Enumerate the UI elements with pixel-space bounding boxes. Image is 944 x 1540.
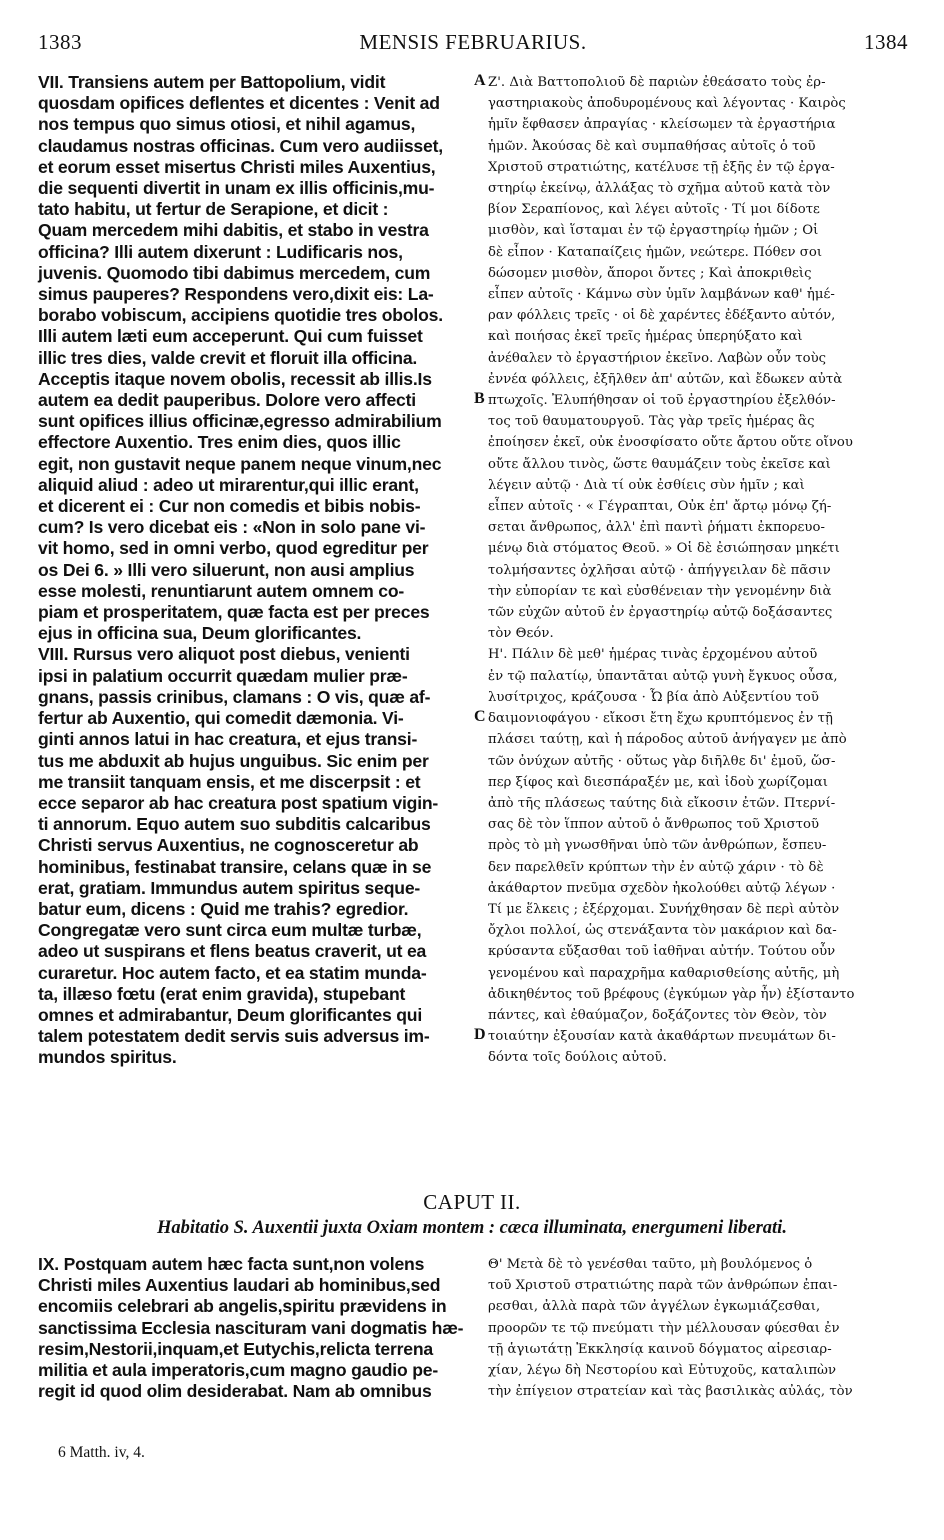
text-line: simus pauperes? Respondens vero,dixit eis: La- [38,284,434,305]
text-line: piam et prosperitatem, quæ facta est per preces [38,602,430,623]
text-line: περ ξίφος καὶ διεσπάραξέν με, καὶ ἰδοὺ χωρίζομαι [488,774,828,790]
text-line: ἀπὸ τῆς πλάσεως ταύτης διὰ εἴκοσιν ἐτῶν. Πτερνί- [488,795,836,811]
greek-column-part1 [488,72,920,1069]
text-line: resim,Nestorii,inquam,et Eutychis,relicta terrena [38,1338,434,1359]
text-line: τὴν ἐπίγειον στρατείαν καὶ τὰς βασιλικὰς αὐλάς, τὸν [488,1384,853,1400]
text-line: δαιμονιοφάγου · εἴκοσι ἔτη ἔχω κρυπτόμενος ἐν τῇ [488,711,833,727]
text-line: ἐννέα φόλλεις, ἐξῆλθεν ἀπ' αὐτῶν, καὶ ἔδωκεν αὐτὰ [488,371,843,387]
text-line: λυσίτριχος, κράζουσα · Ὦ βία ἀπὸ Αὐξεντίου τοῦ [488,689,819,705]
text-line: κρύσαντα εὔξασθαι τοῦ ἰαθῆναι αὐτήν. Τούτου οὖν [488,944,836,960]
text-line: ὄχλοι πολλοί, ὡς στενάξαντα τὸν μακάριον καὶ δα- [488,923,837,939]
text-line: Acceptis itaque novem obolis, recessit ab illis.Is [38,368,432,389]
greek-text-block [488,72,920,1069]
text-line: μένῳ διὰ στόματος Θεοῦ. » Οἱ δὲ ἐσιώπησαν μηκέτι [488,541,840,557]
latin-column-part2 [38,1254,470,1402]
text-line: προορῶν τε τῷ πνεύματι τὴν μέλλουσαν φύεσθαι ἐν [488,1320,840,1336]
text-line: et eorum esset misertus Christi miles Auxentius, [38,156,436,177]
text-line: Θ' Μετὰ δὲ τὸ γενέσθαι ταῦτο, μὴ βουλόμενος ὁ [488,1257,813,1272]
text-line: fertur ab Auxentio, qui comedit dæmonia. Vi- [38,708,404,729]
text-line: γαστηριακοὺς ἀποδυρομένους καὶ λέγοντας · Καιρὸς [488,96,846,112]
text-line: tus me abduxit ab hujus unguibus. Sic enim per [38,750,429,771]
text-line: borabo vobiscum, accipiens quotidie tres obolos. [38,305,443,326]
text-line: βίον Σεραπίονος, καὶ λέγει αὐτοῖς · Τί μοι δίδοτε [488,202,820,218]
text-line: Ζ'. Διὰ Βαττοπολιοῦ δὲ παριὼν ἐθεάσατο τοὺς ἐρ- [488,75,826,90]
text-line: ginti annos latui in hac creatura, et ejus transi- [38,729,418,750]
text-line: δὲ εἶπον · Καταπαίζεις ἡμῶν, νεώτερε. Πόθεν σοι [488,244,823,260]
text-line: δόντα τοῖς δούλοις αὐτοῦ. [488,1050,667,1066]
text-line: τοιαύτην ἐξουσίαν κατὰ ἀκαθάρτων πνευμάτων δι- [488,1029,836,1045]
text-line: autem ea dedit pauperibus. Dolore vero affecti [38,390,416,411]
text-line: et dicerent ei : Cur non comedis et bibis nobis- [38,496,421,517]
margin-marker-b: B [474,390,485,407]
text-line: πλάσει ταύτῃ, καὶ ἡ πάροδος αὐτοῦ ἀνήγαγεν με ἀπὸ [488,732,847,748]
text-line: gnans, passis crinibus, clamans : O vis, quæ af- [38,686,431,707]
text-line: δεν παρελθεῖν κρύπτων τὴν ἐν αὐτῷ χάριν · τὸ δὲ [488,859,824,875]
text-line: ta, illæso fœtu (erat enim gravida), stupebant [38,983,406,1004]
text-line: aliquid aliud : adeo ut mirarentur,qui illic erant, [38,474,419,495]
text-line: batur eum, dicens : Quid me trahis? egredior. [38,898,409,919]
text-line: Η'. Πάλιν δὲ μεθ' ἡμέρας τινὰς ἐρχομένου αὐτοῦ [488,647,818,663]
text-line: χίαν, λέγω δὴ Νεστορίου καὶ Εὐτυχοῦς, καταλιπὼν [488,1363,837,1379]
text-line: Congregatæ vero sunt circa eum multæ turbæ, [38,920,422,941]
text-line: hominibus, festinabat transire, celans quæ in se [38,856,432,877]
text-line: curaretur. Hoc autem facto, et ea statim munda- [38,962,427,983]
text-line: Illi autem læti eum acceperunt. Qui cum fuisset [38,326,423,347]
margin-marker-d: D [474,1026,486,1043]
text-line: VIII. Rursus vero aliquot post diebus, venienti [38,644,410,665]
text-line: talem potestatem dedit servis suis adversus im- [38,1026,430,1047]
text-line: vit homo, sed in omni verbo, quod egreditur per [38,538,429,559]
text-line: οὔτε ἄλλου τινὸς, ὥστε θαυμάζειν τοὺς ἐκεῖσε καὶ [488,456,831,472]
text-line: VII. Transiens autem per Battopolium, vidit [38,72,386,92]
text-line: quosdam opifices deflentes et dicentes : Venit ad [38,93,440,114]
text-line: τῶν ὀνύχων αὐτῆς · οὕτως γὰρ διῆλθε δι' ἐμοῦ, ὥσ- [488,753,836,769]
latin-text-block [38,72,470,1069]
text-line: militia et aula imperatoris,cum magno gaudio pe- [38,1360,439,1381]
text-line: Christi servus Auxentius, ne cognosceretur ab [38,835,419,856]
text-line: tato habitu, ut fertur de Serapione, et dicit : [38,199,389,220]
text-line: μισθὸν, καὶ ἵσταμαι ἐν τῷ ἐργαστηρίῳ ἡμῶν ; Οἱ [488,223,819,239]
chapter-heading: CAPUT II. [423,1190,521,1214]
footnote: 6 Matth. iv, 4. [58,1444,145,1461]
text-line: nos tempus quo simus otiosi, et nihil agamus, [38,114,416,135]
text-line: ἀνέθαλεν τὸ ἐργαστήριον ἐκεῖνο. Λαβὼν οὖν τοὺς [488,350,827,366]
text-line: ἐποίησεν ἐκεῖ, οὐκ ἐνοσφίσατο οὔτε ἄρτου οὔτε οἴνου [488,435,853,451]
text-line: τὸν Θεόν. [488,626,554,642]
text-line: τὴν εὐπορίαν τε καὶ εὐσθένειαν τὴν γενομένην διὰ [488,583,832,599]
greek-column-part2 [488,1254,920,1402]
text-line: me transiit tanquam ensis, et me discerpsit : et [38,771,421,792]
text-line: esse molesti, renuntiarunt autem omnem co- [38,580,405,601]
text-line: πτωχοῖς. Ἐλυπήθησαν οἱ τοῦ ἐργαστηρίου ἐξελθόν- [488,393,836,409]
text-line: τῇ ἁγιωτάτῃ Ἐκκλησίᾳ καινοῦ δόγματος αἱρεσιαρ- [488,1341,832,1357]
running-title: MENSIS FEBRUARIUS. [359,30,587,54]
left-page-number: 1383 [38,30,82,54]
text-line: λέγειν αὐτῷ · Διὰ τί οὐκ ἐσθίεις σὺν ἡμῖν ; καὶ [488,477,805,493]
page-header [38,30,908,58]
text-line: adeo ut suspirans et flens beatus craverit, ut ea [38,941,427,962]
text-line: εἶπεν αὐτοῖς · « Γέγραπται, Οὐκ ἐπ' ἄρτῳ μόνῳ ζή- [488,499,832,515]
text-line: sanctissima Ecclesia nascituram vani dogmatis hæ- [38,1317,464,1338]
text-line: IX. Postquam autem hæc facta sunt,non volens [38,1254,425,1274]
text-line: erat, gratiam. Immundus autem spiritus seque- [38,877,421,898]
text-line: ἐν τῷ παλατίῳ, ὑπαντᾶται αὐτῷ γυνὴ ἔγκυος οὖσα, [488,668,838,684]
text-line: ejus in officina sua, Deum glorificantes. [38,623,362,644]
text-line: δώσομεν μισθὸν, ἄποροι ὄντες ; Καὶ ἀποκριθεὶς [488,265,812,281]
text-line: Quam mercedem mihi dabitis, et stabo in vestra [38,220,429,241]
latin-column-part1 [38,72,470,1069]
text-line: σας δὲ τὸν ἵππον αὐτοῦ ὁ ἄνθρωπος τοῦ Χριστοῦ [488,817,820,833]
text-line: πάντες, καὶ ἐθαύμαζον, δοξάζοντες τὸν Θεὸν, τὸν [488,1007,827,1023]
text-line: regit id quod olim desiderabat. Nam ab omnibus [38,1381,432,1402]
text-line: effectore Auxentio. Tres enim dies, quos illic [38,432,401,453]
text-line: encomiis celebrari ab angelis,spiritu prævidens in [38,1296,447,1317]
text-line: officina? Illi autem dixerunt : Ludificaris nos, [38,241,403,262]
text-line: omnes et admirabantur, Deum glorificantes qui [38,1004,423,1025]
text-line: γενομένου καὶ παραχρῆμα καθαρισθείσης αὐτῆς, μὴ [488,965,840,981]
text-line: ἡμῖν ἔφθασεν ἀπραγίας · κλείσωμεν τὰ ἐργαστήρια [488,117,836,133]
text-line: egit, non gustavit neque panem neque vinum,nec [38,453,442,474]
text-line: Christi miles Auxentius laudari ab hominibus,sed [38,1275,441,1296]
text-line: juvenis. Quomodo tibi dabimus mercedem, cum [38,262,431,283]
text-line: καὶ ποιήσας ἐκεῖ τρεῖς ἡμέρας ὑπερηύξατο καὶ [488,329,803,345]
text-line: Χριστοῦ στρατιώτης, κατέλυσε τῇ ἑξῆς ἐν τῷ ἐργα- [488,159,835,175]
text-line: die sequenti divertit in unam ex illis officinis,mu- [38,178,435,199]
margin-marker-a: A [474,72,486,89]
text-line: στηρίῳ ἐκείνῳ, ἀλλάξας τὸ σχῆμα αὐτοῦ κατὰ τὸν [488,181,831,197]
margin-marker-c: C [474,708,486,725]
text-line: ἡμῶν. Ἀκούσας δὲ καὶ συμπαθήσας αὐτοῖς ὁ τοῦ [488,138,816,154]
text-line: cum? Is vero dicebat eis : «Non in solo pane vi- [38,517,426,538]
text-line: ἀδικηθέντος τοῦ βρέφους (ἐγκύμων γὰρ ἦν) ἐξίσταντο [488,986,855,1002]
text-line: ecce separor ab hac creatura post spatium vigin- [38,792,439,813]
text-line: σεται ἄνθρωπος, ἀλλ' ἐπὶ παντὶ ῥήματι ἐκπορευο- [488,520,825,536]
text-line: illic tres dies, valde crevit et floruit illa officina. [38,347,418,368]
text-line: ti annorum. Equo autem suo subditis calcaribus [38,814,431,835]
text-line: τολμήσαντες ὀχλῆσαι αὐτῷ · ἀπήγγειλαν δὲ πᾶσιν [488,562,831,578]
text-line: mundos spiritus. [38,1047,177,1068]
latin-text-block-2 [38,1254,470,1402]
text-line: πρὸς τὸ μὴ γνωσθῆναι ὑπὸ τῶν ἀνθρώπων, ἔσπευ- [488,838,827,854]
text-line: claudamus nostras officinas. Cum vero audiisset, [38,135,443,156]
text-line: sunt opifices illius officinæ,egresso admirabilium [38,411,442,432]
text-line: ραν φόλλεις τρεῖς · οἱ δὲ χαρέντες ἐδέξαντο αὐτόν, [488,308,836,324]
greek-text-block-2 [488,1254,920,1402]
right-page-number: 1384 [864,30,908,54]
text-line: os Dei 6. » Illi vero siluerunt, non ausi amplius [38,559,415,580]
chapter-subtitle: Habitatio S. Auxentii juxta Oxiam montem : cæca illuminata, energumeni liberati. [157,1218,787,1238]
text-line: Τί με ἕλκεις ; ἐξέρχομαι. Συνήχθησαν δὲ περὶ αὐτὸν [488,901,840,917]
text-line: ipsi in palatium occurrit quædam mulier præ- [38,665,408,686]
text-line: τῶν εὐχῶν αὐτοῦ ἐν ἐργαστηρίῳ αὐτῷ δοξάσαντες [488,605,833,621]
text-line: εἶπεν αὐτοῖς · Κάμνω σὺν ὑμῖν λαμβάνων καθ' ἡμέ- [488,287,835,303]
text-line: ρεσθαι, ἀλλὰ παρὰ τῶν ἀγγέλων ἐγκωμιάζεσθαι, [488,1299,821,1315]
text-line: ἀκάθαρτον πνεῦμα σχεδὸν ἠκολούθει αὐτῷ λέγων · [488,880,836,896]
text-line: τοῦ Χριστοῦ στρατιώτης παρὰ τῶν ἀνθρώπων ἐπαι- [488,1278,838,1294]
text-line: τος τοῦ θαυματουργοῦ. Τὰς γὰρ τρεῖς ἡμέρας ἃς [488,414,815,430]
